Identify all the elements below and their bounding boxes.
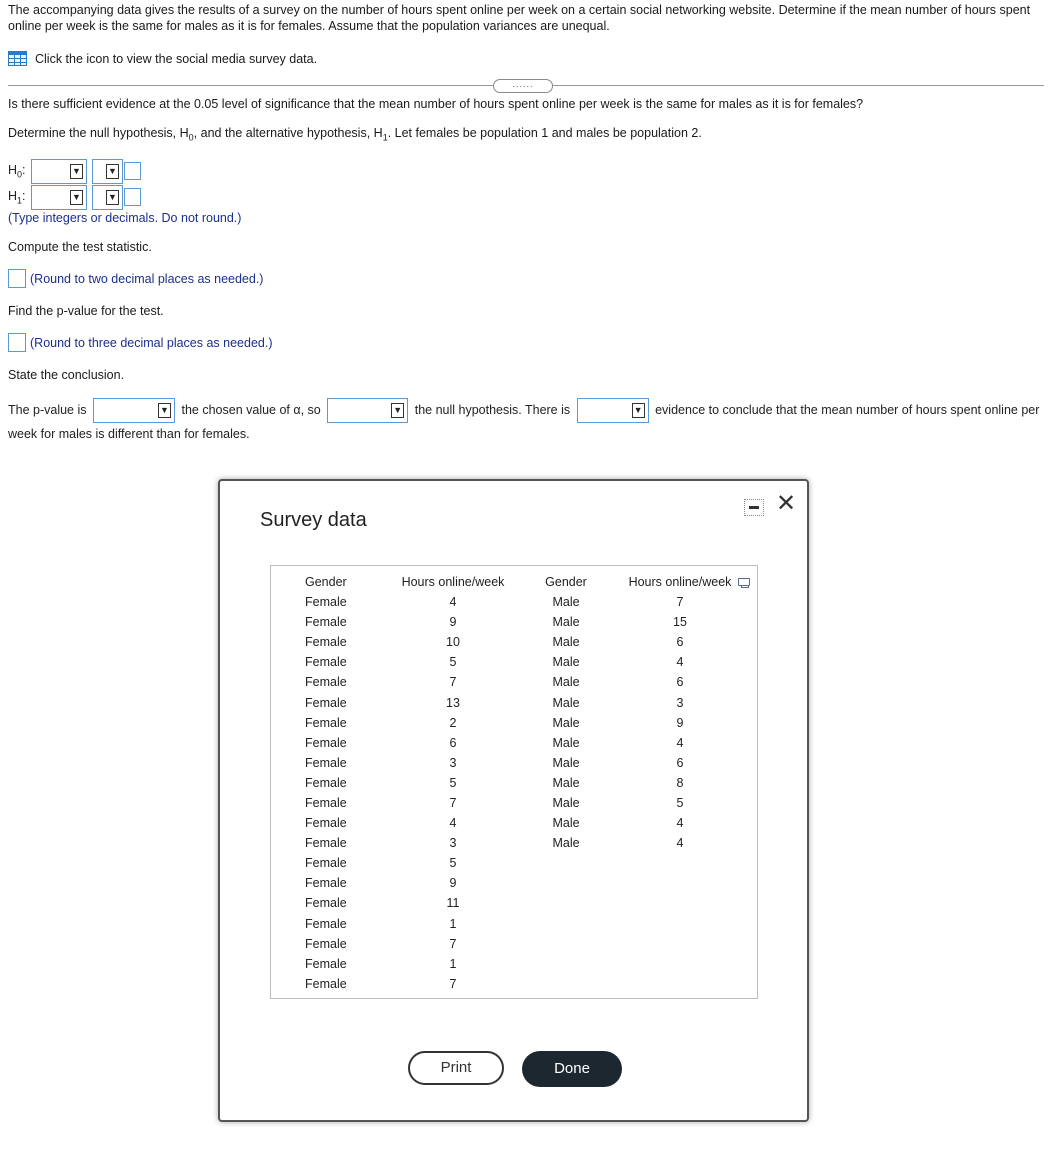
table-row <box>293 914 751 934</box>
male-hours-cell: 6 <box>676 675 684 690</box>
female-hours-cell: 3 <box>449 755 457 770</box>
female-gender-cell: Female <box>305 936 347 951</box>
female-gender-cell: Female <box>305 615 347 630</box>
chevron-down-icon: ▼ <box>106 164 119 179</box>
male-hours-cell <box>609 934 751 954</box>
male-gender-cell <box>523 914 609 934</box>
female-gender-cell: Female <box>305 896 347 911</box>
male-gender-cell: Male <box>552 715 580 730</box>
col-header-hours-female: Hours online/week <box>401 575 505 589</box>
female-hours-cell: 1 <box>449 956 457 971</box>
col-header-gender-female: Gender <box>305 575 347 589</box>
col-header-gender-male: Gender <box>545 575 587 589</box>
hyp-prompt-suffix: . Let females be population 1 and males be population 2. <box>387 126 702 140</box>
h0-row <box>8 160 141 182</box>
female-gender-cell: Female <box>305 715 347 730</box>
conclusion-sentence <box>8 398 1048 445</box>
print-button[interactable]: Print <box>408 1051 504 1085</box>
conclusion-part2: the chosen value of α, so <box>181 402 321 417</box>
h0-operator-dropdown[interactable] <box>92 159 123 184</box>
table-row <box>293 652 751 672</box>
female-gender-cell: Female <box>305 775 347 790</box>
table-grid-icon[interactable] <box>8 51 27 66</box>
hypothesis-prompt <box>8 126 702 143</box>
male-gender-cell <box>523 974 609 994</box>
h1-parameter-dropdown[interactable] <box>31 185 87 210</box>
test-stat-note: (Round to two decimal places as needed.) <box>30 271 264 286</box>
close-icon[interactable]: ✕ <box>776 490 797 517</box>
table-row <box>293 733 751 753</box>
dialog-title: Survey data <box>260 509 367 531</box>
male-gender-cell: Male <box>552 775 580 790</box>
table-row <box>293 813 751 833</box>
evidence-dropdown[interactable] <box>577 398 649 423</box>
done-button[interactable]: Done <box>522 1051 622 1087</box>
female-hours-cell: 4 <box>449 595 457 610</box>
female-hours-cell: 9 <box>449 876 457 891</box>
male-hours-cell: 6 <box>676 755 684 770</box>
h0-label: $H_0$: <box>8 162 26 180</box>
male-gender-cell: Male <box>552 695 580 710</box>
survey-data-table <box>293 572 751 994</box>
female-gender-cell: Female <box>305 976 347 991</box>
female-hours-cell: 3 <box>449 836 457 851</box>
female-gender-cell: Female <box>305 635 347 650</box>
male-gender-cell: Male <box>552 735 580 750</box>
male-gender-cell <box>523 954 609 974</box>
table-row <box>293 612 751 632</box>
problem-intro: The accompanying data gives the results of a survey on the number of hours spent online per week on a certain social networking website. Determine if the mean number of hours spent online per week is the same for males as it is for females. Assume that the population variances are unequal. <box>8 3 1031 33</box>
male-hours-cell: 5 <box>676 795 684 810</box>
male-hours-cell <box>609 853 751 873</box>
conclusion-prompt: State the conclusion. <box>8 368 125 382</box>
female-gender-cell: Female <box>305 876 347 891</box>
survey-data-dialog <box>218 479 809 1122</box>
male-hours-cell: 7 <box>676 595 684 610</box>
female-gender-cell: Female <box>305 695 347 710</box>
hyp-prompt-middle: , and the alternative hypothesis, H <box>193 126 383 140</box>
male-gender-cell: Male <box>552 675 580 690</box>
test-stat-prompt: Compute the test statistic. <box>8 240 152 254</box>
female-gender-cell: Female <box>305 755 347 770</box>
table-header-row <box>293 572 751 592</box>
chevron-down-icon: ▼ <box>70 164 83 179</box>
male-hours-cell: 9 <box>676 715 684 730</box>
female-hours-cell: 4 <box>449 816 457 831</box>
hyp-prompt-sub1: 1 <box>382 132 388 143</box>
hyp-prompt-prefix: Determine the null hypothesis, H <box>8 126 189 140</box>
female-hours-cell: 7 <box>449 675 457 690</box>
table-row <box>293 833 751 853</box>
conclusion-part1: The p-value is <box>8 402 87 417</box>
table-row <box>293 713 751 733</box>
h1-label: $H_1$: <box>8 188 26 206</box>
male-gender-cell: Male <box>552 795 580 810</box>
table-row <box>293 753 751 773</box>
male-hours-cell: 3 <box>676 695 684 710</box>
male-gender-cell: Male <box>552 836 580 851</box>
pvalue-prompt: Find the p-value for the test. <box>8 304 164 318</box>
male-gender-cell <box>523 934 609 954</box>
conclusion-part3: the null hypothesis. There is <box>414 402 571 417</box>
test-stat-row <box>8 269 263 288</box>
male-gender-cell: Male <box>552 635 580 650</box>
female-hours-cell: 10 <box>446 635 460 650</box>
h0-parameter-dropdown[interactable] <box>31 159 87 184</box>
table-row <box>293 873 751 893</box>
male-hours-cell <box>609 873 751 893</box>
survey-data-link[interactable] <box>8 51 317 66</box>
table-row <box>293 853 751 873</box>
table-row <box>293 893 751 913</box>
female-hours-cell: 5 <box>449 775 457 790</box>
chevron-down-icon: ▼ <box>391 403 404 418</box>
female-hours-cell: 6 <box>449 735 457 750</box>
survey-data-link-text[interactable]: Click the icon to view the social media survey data. <box>35 51 318 66</box>
male-hours-cell: 4 <box>676 816 684 831</box>
hypothesis-note: (Type integers or decimals. Do not round.) <box>8 211 242 225</box>
female-hours-cell: 2 <box>449 715 457 730</box>
male-gender-cell: Male <box>552 816 580 831</box>
pvalue-row <box>8 333 273 352</box>
table-row <box>293 672 751 692</box>
female-hours-cell: 5 <box>449 655 457 670</box>
female-gender-cell: Female <box>305 595 347 610</box>
test-stat-input[interactable] <box>8 269 26 288</box>
h1-operator-dropdown[interactable] <box>92 185 123 210</box>
table-row <box>293 692 751 712</box>
h0-value-input[interactable] <box>124 162 141 180</box>
male-hours-cell: 15 <box>673 615 687 630</box>
conclusion-part4: evidence to conclude that the mean number of hours spent online per week for males is different than for females. <box>8 402 1040 441</box>
female-gender-cell: Female <box>305 916 347 931</box>
expand-more-button[interactable]: ...... <box>493 79 553 93</box>
chevron-down-icon: ▼ <box>632 403 645 418</box>
h1-value-input[interactable] <box>124 188 141 206</box>
table-row <box>293 954 751 974</box>
chevron-down-icon: ▼ <box>158 403 171 418</box>
female-hours-cell: 7 <box>449 795 457 810</box>
male-gender-cell: Male <box>552 615 580 630</box>
hyp-prompt-sub0: 0 <box>188 132 194 143</box>
female-hours-cell: 7 <box>449 936 457 951</box>
h1-row <box>8 186 141 208</box>
female-gender-cell: Female <box>305 675 347 690</box>
female-hours-cell: 7 <box>449 976 457 991</box>
pvalue-input[interactable] <box>8 333 26 352</box>
male-gender-cell: Male <box>552 655 580 670</box>
female-gender-cell: Female <box>305 655 347 670</box>
table-row <box>293 632 751 652</box>
male-hours-cell <box>609 914 751 934</box>
male-hours-cell: 4 <box>676 836 684 851</box>
female-gender-cell: Female <box>305 795 347 810</box>
male-hours-cell <box>609 893 751 913</box>
male-gender-cell <box>523 853 609 873</box>
male-hours-cell <box>609 954 751 974</box>
female-hours-cell: 5 <box>449 856 457 871</box>
survey-data-table-container <box>270 565 758 999</box>
female-hours-cell: 9 <box>449 615 457 630</box>
pvalue-note: (Round to three decimal places as needed.) <box>30 335 273 350</box>
table-row <box>293 592 751 612</box>
female-hours-cell: 1 <box>449 916 457 931</box>
chevron-down-icon: ▼ <box>70 190 83 205</box>
question-text: Is there sufficient evidence at the 0.05 level of significance that the mean number of hours spent online per week is the same for males as it is for females? <box>8 97 864 111</box>
reject-decision-dropdown[interactable] <box>327 398 408 423</box>
female-hours-cell: 11 <box>446 896 460 911</box>
female-gender-cell: Female <box>305 836 347 851</box>
male-hours-cell: 4 <box>676 655 684 670</box>
chevron-down-icon: ▼ <box>106 190 119 205</box>
female-gender-cell: Female <box>305 816 347 831</box>
table-row <box>293 773 751 793</box>
female-hours-cell: 13 <box>446 695 460 710</box>
male-hours-cell: 6 <box>676 635 684 650</box>
male-hours-cell <box>609 974 751 994</box>
male-gender-cell <box>523 893 609 913</box>
minimize-icon[interactable] <box>744 499 764 516</box>
table-row <box>293 974 751 994</box>
male-gender-cell: Male <box>552 595 580 610</box>
pvalue-comparison-dropdown[interactable] <box>93 398 175 423</box>
col-header-hours-male: Hours online/week <box>628 575 732 589</box>
male-hours-cell: 4 <box>676 735 684 750</box>
male-hours-cell: 8 <box>676 775 684 790</box>
male-gender-cell <box>523 873 609 893</box>
female-gender-cell: Female <box>305 735 347 750</box>
female-gender-cell: Female <box>305 856 347 871</box>
table-row <box>293 793 751 813</box>
female-gender-cell: Female <box>305 956 347 971</box>
table-row <box>293 934 751 954</box>
male-gender-cell: Male <box>552 755 580 770</box>
